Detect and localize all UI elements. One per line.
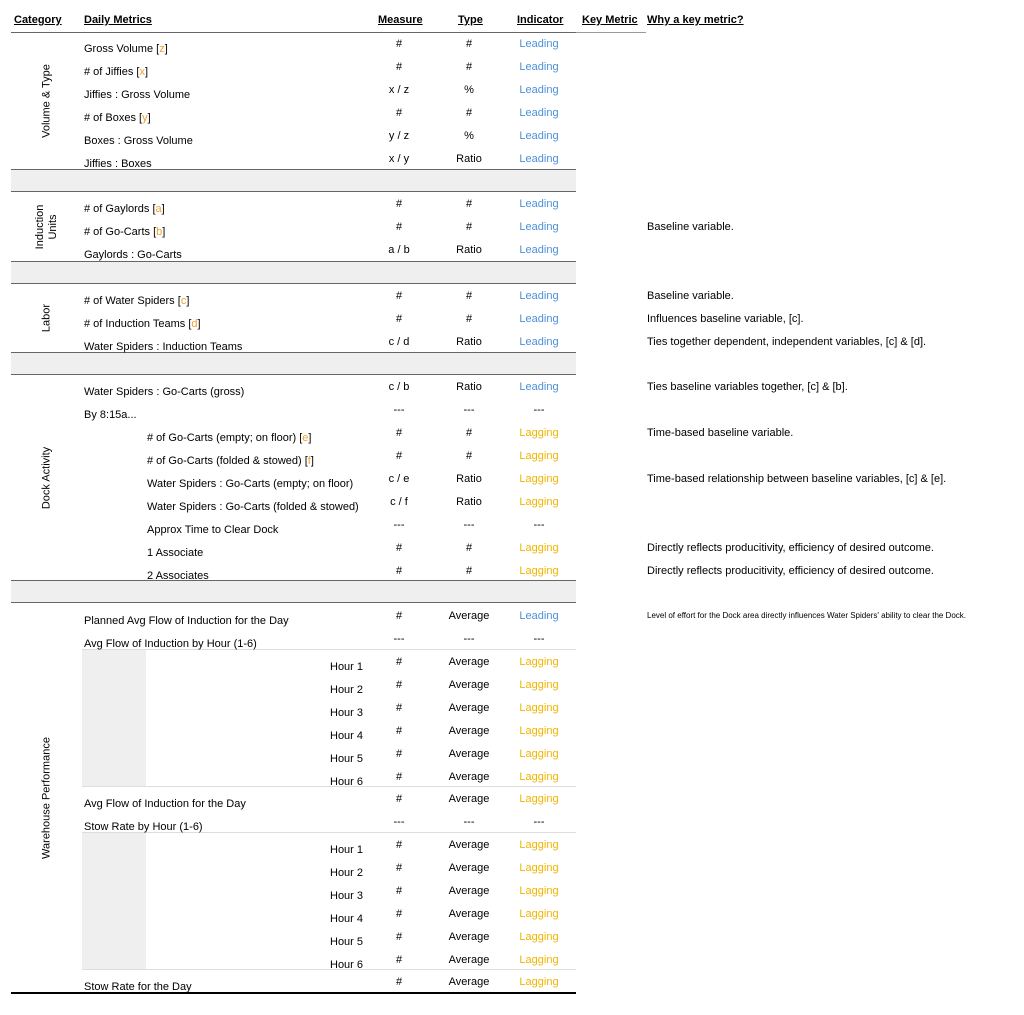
- why-key-metric-cell: Influences baseline variable, [c].: [647, 313, 804, 325]
- why-key-metric-cell: Baseline variable.: [647, 221, 734, 233]
- table-row: [0, 150, 1024, 172]
- category-volume-type: Volume & Type: [40, 64, 53, 138]
- metric-name: [330, 867, 363, 879]
- why-key-metric-cell: Baseline variable.: [647, 290, 734, 302]
- indicator-cell: ---: [533, 404, 545, 416]
- header-indicator: Indicator: [517, 14, 564, 26]
- measure-cell: #: [395, 61, 403, 73]
- measure-cell: #: [395, 679, 403, 691]
- measure-cell: #: [395, 931, 403, 943]
- indicator-cell: Lagging: [519, 496, 559, 508]
- indicator-cell: Lagging: [519, 862, 559, 874]
- indicator-cell: Lagging: [519, 542, 559, 554]
- table-row: [0, 195, 1024, 217]
- indicator-cell: Lagging: [519, 908, 559, 920]
- variable-ref: z: [159, 43, 165, 55]
- metric-name: [84, 158, 152, 170]
- metric-name: [330, 753, 363, 765]
- metric-name-text: Approx Time to Clear Dock: [147, 524, 279, 536]
- metric-name: [84, 295, 189, 307]
- metric-name: [84, 409, 137, 421]
- key-metric-rule: [576, 32, 646, 33]
- table-row: [0, 607, 1024, 629]
- metric-name: [84, 226, 165, 238]
- variable-ref: y: [142, 112, 148, 124]
- table-row: [0, 630, 1024, 652]
- metric-name-text: # of Go-Carts [: [84, 226, 157, 238]
- metric-name: [84, 112, 151, 124]
- table-row: [0, 81, 1024, 103]
- section-rule: [11, 602, 576, 603]
- header-key-metric: Key Metric: [582, 14, 638, 26]
- measure-cell: #: [395, 313, 403, 325]
- type-cell: Average: [448, 954, 490, 966]
- type-cell: #: [465, 290, 473, 302]
- indicator-cell: Lagging: [519, 976, 559, 988]
- metric-name: [84, 66, 148, 78]
- metric-name-text: Avg Flow of Induction by Hour (1-6): [84, 638, 257, 650]
- measure-cell: #: [395, 839, 403, 851]
- table-row: [0, 470, 1024, 492]
- indicator-cell: Leading: [519, 84, 559, 96]
- section-rule: [11, 283, 576, 284]
- measure-cell: #: [395, 427, 403, 439]
- table-row: [0, 516, 1024, 538]
- metric-name-text: Jiffies : Gross Volume: [84, 89, 191, 101]
- metric-name-text: Hour 2: [330, 867, 364, 879]
- metric-name: [147, 547, 203, 559]
- measure-cell: #: [395, 725, 403, 737]
- indicator-cell: Lagging: [519, 793, 559, 805]
- table-row: [0, 928, 1024, 950]
- indicator-cell: Lagging: [519, 450, 559, 462]
- measure-cell: #: [395, 542, 403, 554]
- header-measure: Measure: [378, 14, 423, 26]
- metric-name: [147, 570, 209, 582]
- metric-name-text: Planned Avg Flow of Induction for the Day: [84, 615, 289, 627]
- header-daily-metrics: Daily Metrics: [84, 14, 152, 26]
- measure-cell: #: [395, 221, 403, 233]
- indicator-cell: Lagging: [519, 702, 559, 714]
- metric-name: [84, 249, 182, 261]
- measure-cell: ---: [393, 519, 405, 531]
- why-key-metric-cell: Ties baseline variables together, [c] & [b].: [647, 381, 848, 393]
- metric-name-text: # of Water Spiders [: [84, 295, 181, 307]
- type-cell: #: [465, 542, 473, 554]
- metric-name-text: Gaylords : Go-Carts: [84, 249, 182, 261]
- indicator-cell: Lagging: [519, 473, 559, 485]
- type-cell: Average: [448, 862, 490, 874]
- type-cell: #: [465, 427, 473, 439]
- table-row: [0, 493, 1024, 515]
- metric-name-text: Water Spiders : Go-Carts (folded & stowed): [147, 501, 359, 513]
- type-cell: Ratio: [456, 496, 482, 508]
- variable-ref: f: [307, 455, 311, 467]
- type-cell: %: [464, 130, 474, 142]
- type-cell: Average: [448, 702, 490, 714]
- measure-cell: #: [395, 198, 403, 210]
- measure-cell: #: [395, 885, 403, 897]
- metric-name: [84, 981, 192, 993]
- indicator-cell: ---: [533, 633, 545, 645]
- indicator-cell: Leading: [519, 107, 559, 119]
- variable-ref-close: ]: [147, 112, 151, 124]
- metric-name: [84, 341, 242, 353]
- table-row: [0, 127, 1024, 149]
- metric-name: [330, 844, 363, 856]
- measure-cell: #: [395, 748, 403, 760]
- measure-cell: x / y: [388, 153, 410, 165]
- variable-ref-close: ]: [186, 295, 190, 307]
- metric-name-text: Stow Rate for the Day: [84, 981, 192, 993]
- variable-ref: b: [156, 226, 163, 238]
- metric-name-text: # of Boxes [: [84, 112, 143, 124]
- measure-cell: #: [395, 610, 403, 622]
- type-cell: Average: [448, 679, 490, 691]
- metric-name-text: Stow Rate by Hour (1-6): [84, 821, 203, 833]
- measure-cell: c / b: [388, 381, 410, 393]
- metric-name: [84, 89, 190, 101]
- variable-ref: a: [155, 203, 162, 215]
- metric-name-text: 1 Associate: [147, 547, 204, 559]
- table-row: [0, 722, 1024, 744]
- indicator-cell: Lagging: [519, 427, 559, 439]
- indicator-cell: Leading: [519, 221, 559, 233]
- variable-ref: d: [191, 318, 198, 330]
- table-row: [0, 973, 1024, 995]
- table-row: [0, 653, 1024, 675]
- metric-name-text: # of Induction Teams [: [84, 318, 192, 330]
- metric-name: [84, 615, 289, 627]
- type-cell: %: [464, 84, 474, 96]
- measure-cell: ---: [393, 404, 405, 416]
- table-row: [0, 104, 1024, 126]
- type-cell: Average: [448, 725, 490, 737]
- variable-ref-close: ]: [164, 43, 168, 55]
- why-key-metric-cell: Directly reflects producitivity, efficiency of desired outcome.: [647, 542, 934, 554]
- table-row: [0, 35, 1024, 57]
- section-rule: [11, 374, 576, 375]
- indicator-cell: Leading: [519, 153, 559, 165]
- why-key-metric-cell: Ties together dependent, independent variables, [c] & [d].: [647, 336, 927, 348]
- measure-cell: #: [395, 38, 403, 50]
- measure-cell: #: [395, 565, 403, 577]
- type-cell: #: [465, 565, 473, 577]
- indicator-cell: Leading: [519, 130, 559, 142]
- table-row: [0, 790, 1024, 812]
- indicator-cell: Lagging: [519, 885, 559, 897]
- indicator-cell: Lagging: [519, 954, 559, 966]
- type-cell: Average: [448, 885, 490, 897]
- type-cell: Ratio: [456, 153, 482, 165]
- measure-cell: #: [395, 793, 403, 805]
- measure-cell: ---: [393, 816, 405, 828]
- metric-name: [84, 318, 201, 330]
- type-cell: Average: [448, 839, 490, 851]
- section-gap-2: [11, 261, 576, 283]
- header-rule: [11, 32, 576, 33]
- indicator-cell: Lagging: [519, 725, 559, 737]
- why-key-metric-cell: Level of effort for the Dock area directly influences Water Spiders' ability to clear the Dock.: [647, 611, 967, 620]
- indicator-cell: ---: [533, 816, 545, 828]
- measure-cell: #: [395, 976, 403, 988]
- metric-name-text: Hour 5: [330, 753, 364, 765]
- metric-name: [330, 936, 363, 948]
- section-gap-3: [11, 352, 576, 374]
- section-rule: [11, 191, 576, 192]
- table-row: [0, 424, 1024, 446]
- table-row: [0, 951, 1024, 973]
- metric-name: [330, 913, 363, 925]
- metric-name: [84, 203, 165, 215]
- metric-name: [330, 959, 363, 971]
- measure-cell: #: [395, 450, 403, 462]
- why-key-metric-cell: Time-based baseline variable.: [647, 427, 794, 439]
- table-row: [0, 882, 1024, 904]
- table-row: [0, 813, 1024, 835]
- type-cell: #: [465, 107, 473, 119]
- table-row: [0, 241, 1024, 263]
- measure-cell: #: [395, 954, 403, 966]
- section-gap-1: [11, 169, 576, 191]
- type-cell: Average: [448, 656, 490, 668]
- type-cell: #: [465, 61, 473, 73]
- metric-name: [84, 821, 203, 833]
- metric-name-text: Water Spiders : Go-Carts (empty; on floor): [147, 478, 354, 490]
- measure-cell: c / e: [388, 473, 410, 485]
- measure-cell: #: [395, 290, 403, 302]
- metric-name-text: Hour 1: [330, 661, 364, 673]
- indicator-cell: Lagging: [519, 565, 559, 577]
- type-cell: Average: [448, 610, 490, 622]
- variable-ref-close: ]: [308, 432, 312, 444]
- table-row: [0, 218, 1024, 240]
- metric-name-text: 2 Associates: [147, 570, 209, 582]
- metric-name-text: Hour 3: [330, 707, 364, 719]
- type-cell: Average: [448, 931, 490, 943]
- indicator-cell: Leading: [519, 198, 559, 210]
- category-induction-units: Induction Units: [34, 204, 59, 249]
- metric-name: [330, 776, 363, 788]
- category-labor: Labor: [40, 303, 53, 333]
- measure-cell: #: [395, 862, 403, 874]
- type-cell: Average: [448, 793, 490, 805]
- variable-ref-close: ]: [162, 226, 166, 238]
- table-row: [0, 378, 1024, 400]
- table-row: [0, 699, 1024, 721]
- header-category: Category: [14, 14, 62, 26]
- indicator-cell: Lagging: [519, 656, 559, 668]
- table-row: [0, 287, 1024, 309]
- metric-name: [330, 730, 363, 742]
- metric-name-text: Jiffies : Boxes: [84, 158, 152, 170]
- variable-ref: e: [302, 432, 309, 444]
- variable-ref-close: ]: [161, 203, 165, 215]
- type-cell: Average: [448, 976, 490, 988]
- type-cell: ---: [463, 633, 475, 645]
- table-row: [0, 745, 1024, 767]
- category-dock-activity: Dock Activity: [40, 446, 53, 509]
- type-cell: Average: [448, 908, 490, 920]
- measure-cell: c / d: [388, 336, 410, 348]
- measure-cell: #: [395, 908, 403, 920]
- table-row: [0, 836, 1024, 858]
- metric-name: [84, 43, 168, 55]
- metric-name-text: # of Go-Carts (empty; on floor) [: [147, 432, 303, 444]
- metric-name: [330, 890, 363, 902]
- indicator-cell: Lagging: [519, 771, 559, 783]
- why-key-metric-cell: Time-based relationship between baseline variables, [c] & [e].: [647, 473, 947, 485]
- metric-name: [84, 386, 244, 398]
- indicator-cell: Leading: [519, 61, 559, 73]
- metric-name-text: # of Jiffies [: [84, 66, 140, 78]
- metric-name-text: Hour 4: [330, 913, 364, 925]
- type-cell: Average: [448, 771, 490, 783]
- type-cell: #: [465, 221, 473, 233]
- indicator-cell: Leading: [519, 290, 559, 302]
- metric-name: [84, 135, 193, 147]
- variable-ref-close: ]: [197, 318, 201, 330]
- category-warehouse-performance: Warehouse Performance: [40, 736, 53, 859]
- metric-name: [84, 798, 246, 810]
- metric-name-text: Hour 3: [330, 890, 364, 902]
- indicator-cell: Leading: [519, 610, 559, 622]
- measure-cell: x / z: [388, 84, 410, 96]
- metric-name-text: By 8:15a...: [84, 409, 137, 421]
- metric-name: [147, 478, 353, 490]
- metric-name-text: Water Spiders : Induction Teams: [84, 341, 243, 353]
- indicator-cell: Leading: [519, 38, 559, 50]
- table-row: [0, 676, 1024, 698]
- variable-ref-close: ]: [144, 66, 148, 78]
- table-row: [0, 333, 1024, 355]
- metric-name-text: Hour 6: [330, 959, 364, 971]
- type-cell: ---: [463, 816, 475, 828]
- metric-name: [147, 524, 278, 536]
- header-type: Type: [458, 14, 483, 26]
- variable-ref: x: [139, 66, 145, 78]
- indicator-cell: ---: [533, 519, 545, 531]
- metric-name-text: Avg Flow of Induction for the Day: [84, 798, 246, 810]
- type-cell: #: [465, 198, 473, 210]
- type-cell: #: [465, 313, 473, 325]
- metric-name-text: Boxes : Gross Volume: [84, 135, 193, 147]
- metric-name: [330, 661, 363, 673]
- indicator-cell: Lagging: [519, 839, 559, 851]
- indicator-cell: Leading: [519, 313, 559, 325]
- metric-name-text: Hour 5: [330, 936, 364, 948]
- why-key-metric-cell: Directly reflects producitivity, efficiency of desired outcome.: [647, 565, 934, 577]
- metric-name: [330, 707, 363, 719]
- indicator-cell: Leading: [519, 381, 559, 393]
- type-cell: ---: [463, 519, 475, 531]
- measure-cell: #: [395, 771, 403, 783]
- table-row: [0, 562, 1024, 584]
- metric-name-text: Hour 2: [330, 684, 364, 696]
- measure-cell: #: [395, 656, 403, 668]
- metric-name: [147, 432, 311, 444]
- metric-name: [330, 684, 363, 696]
- table-row: [0, 859, 1024, 881]
- measure-cell: #: [395, 107, 403, 119]
- variable-ref-close: ]: [310, 455, 314, 467]
- table-row: [0, 768, 1024, 790]
- type-cell: ---: [463, 404, 475, 416]
- header-why-key-metric: Why a key metric?: [647, 14, 744, 26]
- measure-cell: ---: [393, 633, 405, 645]
- metric-name-text: Hour 4: [330, 730, 364, 742]
- type-cell: #: [465, 450, 473, 462]
- indicator-cell: Leading: [519, 336, 559, 348]
- metric-name-text: Gross Volume [: [84, 43, 160, 55]
- indicator-cell: Lagging: [519, 679, 559, 691]
- variable-ref: c: [180, 295, 187, 307]
- measure-cell: c / f: [390, 496, 408, 508]
- metric-name: [84, 638, 257, 650]
- metric-name-text: Hour 6: [330, 776, 364, 788]
- metric-name-text: # of Go-Carts (folded & stowed) [: [147, 455, 308, 467]
- type-cell: Ratio: [456, 336, 482, 348]
- measure-cell: a / b: [388, 244, 410, 256]
- table-row: [0, 905, 1024, 927]
- indicator-cell: Lagging: [519, 931, 559, 943]
- metric-name-text: Water Spiders : Go-Carts (gross): [84, 386, 245, 398]
- type-cell: Average: [448, 748, 490, 760]
- indicator-cell: Lagging: [519, 748, 559, 760]
- indicator-cell: Leading: [519, 244, 559, 256]
- type-cell: Ratio: [456, 381, 482, 393]
- measure-cell: y / z: [388, 130, 410, 142]
- measure-cell: #: [395, 702, 403, 714]
- metric-name-text: Hour 1: [330, 844, 364, 856]
- type-cell: Ratio: [456, 244, 482, 256]
- table-row: [0, 539, 1024, 561]
- metric-name: [147, 455, 314, 467]
- table-row: [0, 401, 1024, 423]
- metric-name: [147, 501, 359, 513]
- table-row: [0, 58, 1024, 80]
- table-row: [0, 447, 1024, 469]
- table-row: [0, 310, 1024, 332]
- type-cell: #: [465, 38, 473, 50]
- metric-name-text: # of Gaylords [: [84, 203, 156, 215]
- type-cell: Ratio: [456, 473, 482, 485]
